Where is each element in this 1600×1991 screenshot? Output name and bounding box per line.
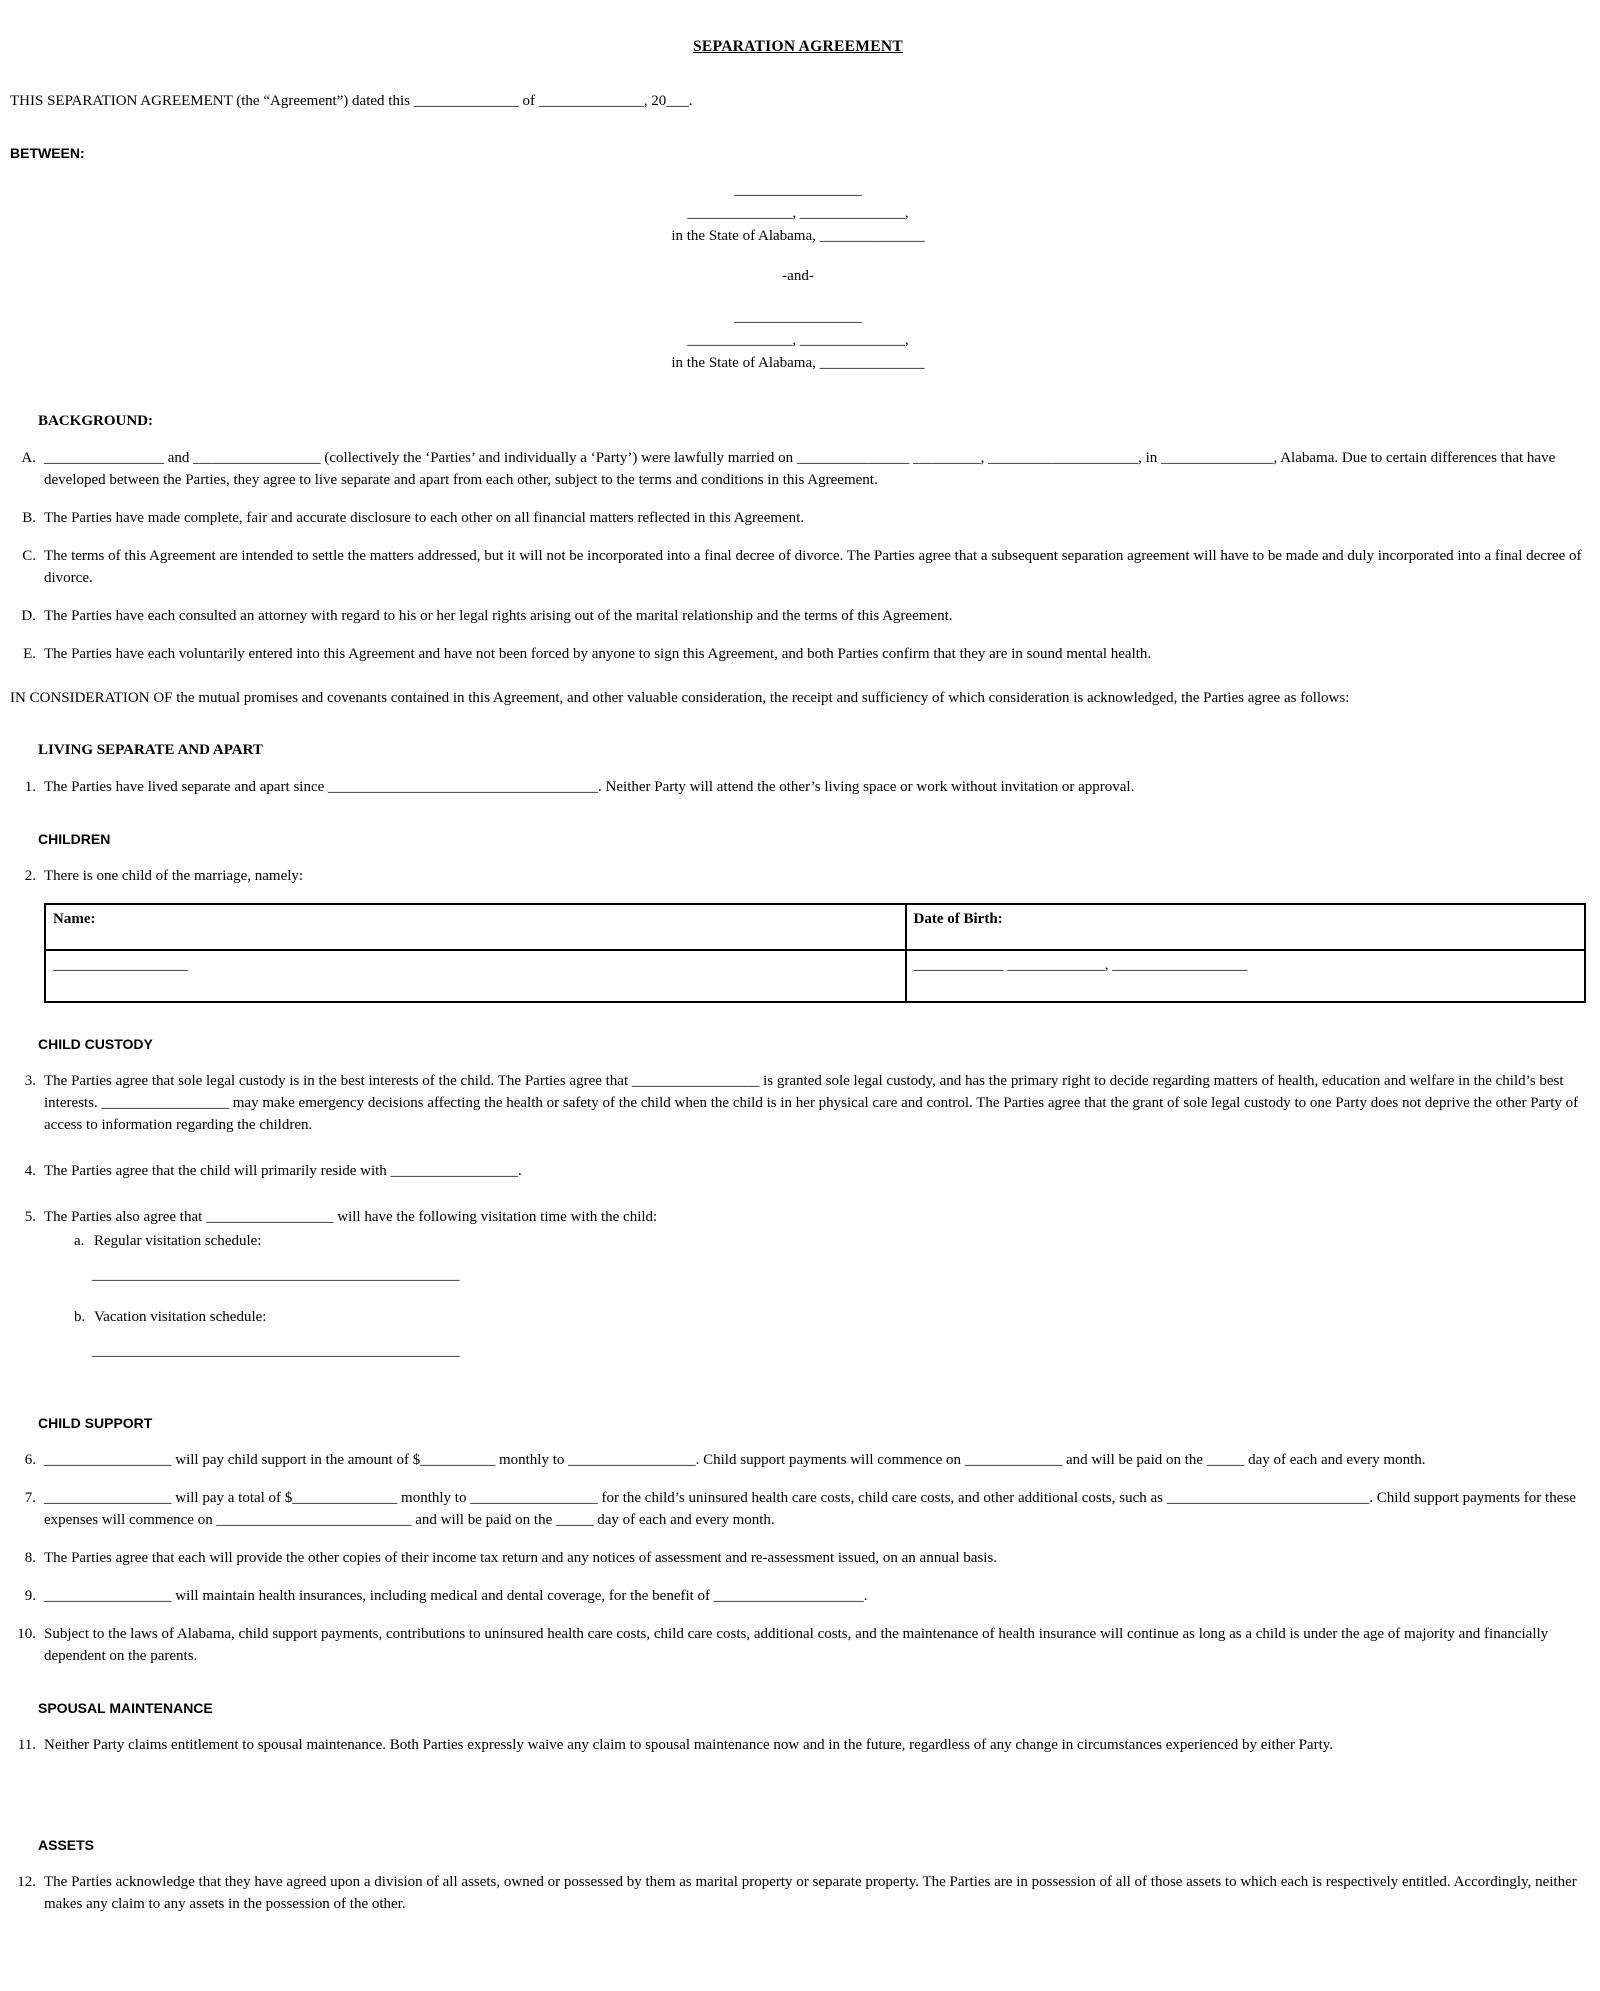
clause-10 <box>10 1623 1586 1667</box>
consideration-paragraph: IN CONSIDERATION OF the mutual promises and covenants contained in this Agreement, and other valuable consideration, the receipt and sufficiency of which consideration is acknowledged, the Parties agree as follows: <box>10 690 1350 706</box>
clause-number: 12. <box>17 1874 36 1890</box>
party1-name-blank: _________________ <box>734 182 862 198</box>
party2-block <box>10 307 1586 374</box>
clause-text: The Parties agree that sole legal custody is in the best interests of the child. The Parties agree that _________________ is granted sole legal custody, and has the primary right to decide regarding matters of health, education and welfare in the child’s best interests. _________________ may make emergency decisions affecting the health or safety of the child when the child is in her physical care and control. The Parties agree that the grant of sole legal custody to one Party does not deprive the other Party of access to information regarding the children. <box>44 1073 1579 1133</box>
background-item-b <box>10 507 1586 529</box>
living-separate-heading: LIVING SEPARATE AND APART <box>38 742 263 758</box>
clause-text: Neither Party claims entitlement to spousal maintenance. Both Parties expressly waive any claim to spousal maintenance now and in the future, regardless of any change in circumstances experienced by either Party. <box>44 1737 1334 1753</box>
child-name-cell: __________________ <box>45 950 906 1002</box>
spacer <box>10 1198 1586 1206</box>
clause-number: 11. <box>17 1737 36 1753</box>
children-table <box>44 903 1586 1003</box>
clause-number: 9. <box>24 1588 36 1604</box>
clause-number: 6. <box>24 1452 36 1468</box>
child-dob-cell: ____________ _____________, __________________ <box>906 950 1585 1002</box>
clause-text: _________________ will maintain health insurances, including medical and dental coverage, for the benefit of ____________________. <box>44 1588 868 1604</box>
background-item-d <box>10 605 1586 627</box>
clause-6 <box>10 1449 1586 1471</box>
clause-1 <box>10 776 1586 798</box>
clause-12 <box>10 1871 1586 1915</box>
item-text: The terms of this Agreement are intended to settle the matters addressed, but it will not be incorporated into a final decree of divorce. The Parties agree that a subsequent separation agreement will have to be made and duly incorporated into a final decree of divorce. <box>44 548 1582 586</box>
item-text: ________________ and _________________ (collectively the ‘Parties’ and individually a ‘Party’) were lawfully married on _______________ _________, ____________________, in _______________, Alabama. Due to certain differences that have developed between the Parties, they agree to live separate and apart from each other, subject to the terms and conditions in this Agreement. <box>44 450 1556 488</box>
party1-state-line: in the State of Alabama, ______________ <box>671 228 925 244</box>
clause-8 <box>10 1547 1586 1569</box>
sub-item-text: Vacation visitation schedule: <box>94 1309 267 1325</box>
dob-column-header: Date of Birth: <box>906 904 1585 950</box>
item-label: A. <box>21 450 36 466</box>
clause-5 <box>10 1206 1586 1382</box>
sub-item-a <box>74 1230 1586 1252</box>
party2-address-line: ______________, ______________, <box>687 332 909 348</box>
clause-number: 7. <box>24 1490 36 1506</box>
children-heading: CHILDREN <box>38 831 111 847</box>
vacation-schedule-blank: _________________________________________________ <box>92 1343 460 1359</box>
party1-address-line: ______________, ______________, <box>687 205 909 221</box>
item-label: E. <box>23 646 36 662</box>
sub-item-label: b. <box>74 1309 86 1325</box>
spousal-maintenance-heading: SPOUSAL MAINTENANCE <box>38 1700 213 1716</box>
clause-text: The Parties agree that the child will primarily reside with _________________. <box>44 1163 522 1179</box>
party1-block <box>10 180 1586 247</box>
clause-number: 2. <box>24 868 36 884</box>
clause-number: 10. <box>17 1626 36 1642</box>
item-text: The Parties have each consulted an attorney with regard to his or her legal rights arising out of the marital relationship and the terms of this Agreement. <box>44 608 953 624</box>
item-label: B. <box>22 510 36 526</box>
assets-heading: ASSETS <box>38 1837 95 1853</box>
clause-text: _________________ will pay child support in the amount of $__________ monthly to _________________. Child support payments will commence on _____________ and will be paid on the _____ day of each and every month. <box>44 1452 1426 1468</box>
clause-number: 4. <box>24 1163 36 1179</box>
clause-text: There is one child of the marriage, namely: <box>44 868 304 884</box>
child-support-heading: CHILD SUPPORT <box>38 1415 153 1431</box>
background-item-a <box>10 447 1586 491</box>
child-custody-heading: CHILD CUSTODY <box>38 1036 153 1052</box>
clause-11 <box>10 1734 1586 1756</box>
intro-paragraph: THIS SEPARATION AGREEMENT (the “Agreement”) dated this ______________ of ______________, 20___. <box>10 93 693 109</box>
visitation-sub-list <box>74 1230 1586 1362</box>
clause-text: The Parties have lived separate and apart since ____________________________________. Neither Party will attend the other’s living space or work without invitation or approval. <box>44 779 1135 795</box>
between-label: BETWEEN: <box>10 145 85 161</box>
regular-schedule-blank: _________________________________________________ <box>92 1267 460 1283</box>
document-title: SEPARATION AGREEMENT <box>693 38 903 55</box>
clause-4 <box>10 1160 1586 1182</box>
and-separator: -and- <box>782 268 814 284</box>
background-item-c <box>10 545 1586 589</box>
sub-item-label: a. <box>74 1233 85 1249</box>
children-table-header-row <box>45 904 1585 950</box>
clause-2 <box>10 865 1586 887</box>
spacer <box>10 1152 1586 1160</box>
party2-state-line: in the State of Alabama, ______________ <box>671 355 925 371</box>
sub-item-b <box>74 1306 1586 1328</box>
clause-text: The Parties acknowledge that they have agreed upon a division of all assets, owned or possessed by them as marital property or separate property. The Parties are in possession of all of those assets to which each is respectively entitled. Accordingly, neither makes any claim to any assets in the possession of the other. <box>44 1874 1577 1912</box>
clause-text: The Parties agree that each will provide the other copies of their income tax return and any notices of assessment and re-assessment issued, on an annual basis. <box>44 1550 998 1566</box>
clause-number: 3. <box>24 1073 36 1089</box>
clause-number: 5. <box>24 1209 36 1225</box>
clause-text: _________________ will pay a total of $______________ monthly to _________________ for the child’s uninsured health care costs, child care costs, and other additional costs, such as ___________________________. Child support payments for these expenses will commence on __________________________ and will be paid on the _____ day of each and every month. <box>44 1490 1576 1528</box>
clause-text: The Parties also agree that _________________ will have the following visitation time with the child: <box>44 1209 658 1225</box>
party2-name-blank: _________________ <box>734 309 862 325</box>
item-label: D. <box>21 608 36 624</box>
clause-number: 1. <box>24 779 36 795</box>
clause-9 <box>10 1585 1586 1607</box>
clause-text: Subject to the laws of Alabama, child support payments, contributions to uninsured health care costs, child care costs, additional costs, and the maintenance of health insurance will continue as long as a child is under the age of majority and financially dependent on the parents. <box>44 1626 1549 1664</box>
clause-3 <box>10 1070 1586 1136</box>
background-heading: BACKGROUND: <box>38 413 153 429</box>
background-item-e <box>10 643 1586 665</box>
clause-number: 8. <box>24 1550 36 1566</box>
clause-text-block <box>44 1206 1586 1382</box>
item-text: The Parties have each voluntarily entered into this Agreement and have not been forced by anyone to sign this Agreement, and both Parties confirm that they are in sound mental health. <box>44 646 1152 662</box>
name-column-header: Name: <box>45 904 906 950</box>
item-label: C. <box>22 548 36 564</box>
table-row <box>45 950 1585 1002</box>
item-text: The Parties have made complete, fair and accurate disclosure to each other on all financial matters reflected in this Agreement. <box>44 510 805 526</box>
sub-item-text: Regular visitation schedule: <box>94 1233 262 1249</box>
clause-7 <box>10 1487 1586 1531</box>
